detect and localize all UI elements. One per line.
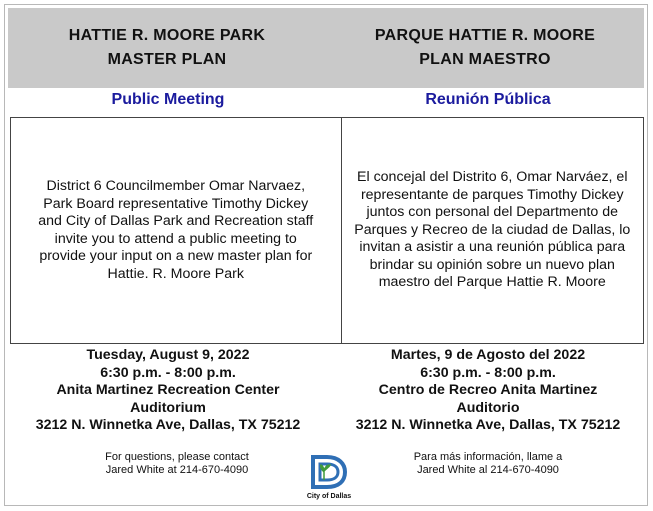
contact-line-1: For questions, please contact <box>105 451 249 463</box>
invitation-spanish-text: El concejal del Distrito 6, Omar Narváez, el representante de parques Timothy Dickey juntos con personal del Departmento de Parques y Recreo de la ciudad de Dallas, lo invitan a asistir a una reunión pública para brindar su opinión sobre un nuevo plan maestro del Parque Hattie R. Moore <box>354 169 631 291</box>
invitation-spanish <box>342 118 644 343</box>
header-english-line-1: HATTIE R. MOORE PARK <box>68 27 266 44</box>
subtitle-english: Public Meeting <box>111 91 225 108</box>
contact-line-1: Para más información, llame a <box>413 451 563 463</box>
event-details-english <box>8 347 328 435</box>
header-spanish-line-1: PARQUE HATTIE R. MOORE <box>374 27 596 44</box>
event-venue: Centro de Recreo Anita Martinez <box>378 382 598 398</box>
header-english-line-2: MASTER PLAN <box>107 51 227 68</box>
header-english <box>8 8 326 88</box>
logo-text: City of Dallas <box>306 493 352 500</box>
header-banner <box>8 8 644 88</box>
invitation-english-text: District 6 Councilmember Omar Narvaez, Park Board representative Timothy Dickey and City of Dallas Park and Recreation staff invite you to attend a public meeting to provide your input on a new master plan for Hattie. R. Moore Park <box>38 178 314 282</box>
event-date: Martes, 9 de Agosto del 2022 <box>390 347 586 363</box>
event-address: 3212 N. Winnetka Ave, Dallas, TX 75212 <box>35 417 301 433</box>
event-address: 3212 N. Winnetka Ave, Dallas, TX 75212 <box>355 417 621 433</box>
subtitle-spanish: Reunión Pública <box>425 91 551 108</box>
event-venue: Anita Martinez Recreation Center <box>56 382 280 398</box>
event-room: Auditorio <box>456 399 520 416</box>
event-date: Tuesday, August 9, 2022 <box>86 347 250 363</box>
event-details-spanish <box>328 347 648 435</box>
event-room: Auditorium <box>130 399 206 416</box>
contact-line-2: Jared White al 214-670-4090 <box>417 464 559 476</box>
header-spanish-line-2: PLAN MAESTRO <box>419 51 551 68</box>
city-of-dallas-logo-icon <box>309 453 349 491</box>
contact-line-2: Jared White at 214-670-4090 <box>105 464 249 476</box>
event-time: 6:30 p.m. - 8:00 p.m. <box>420 364 556 381</box>
event-time: 6:30 p.m. - 8:00 p.m. <box>100 364 236 381</box>
contact-spanish <box>383 451 593 477</box>
contact-english <box>77 451 277 477</box>
invitation-english <box>11 118 342 343</box>
invitation-boxes <box>10 117 644 344</box>
city-of-dallas-logo <box>297 453 361 509</box>
header-spanish <box>326 8 644 88</box>
flyer-page <box>4 4 648 506</box>
